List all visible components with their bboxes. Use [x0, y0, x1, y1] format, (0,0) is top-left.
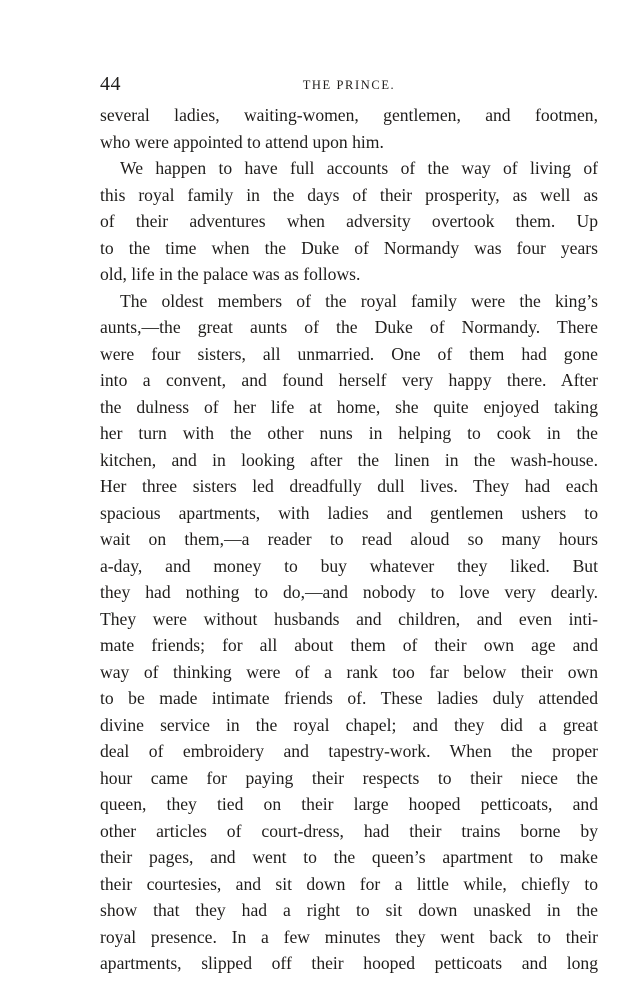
- text-line: a-day, and money to buy whatever they liked. But: [100, 555, 598, 576]
- text-line: queen, they tied on their large hooped petticoats, and: [100, 794, 598, 814]
- text-line: royal presence. In a few minutes they went back to their: [100, 926, 598, 947]
- text-line: her turn with the other nuns in helping to cook in the: [100, 423, 598, 443]
- text-line: kitchen, and in looking after the linen in the wash-house.: [100, 449, 598, 470]
- running-title: THE PRINCE.: [302, 78, 396, 92]
- text-line: way of thinking were of a rank too far below their own: [100, 661, 598, 682]
- running-head: [100, 70, 598, 98]
- text-line: apartments, slipped off their hooped petticoats and long: [100, 953, 598, 973]
- text-line: to be made intimate friends of. These ladies duly attended: [100, 688, 598, 708]
- text-line: to the time when the Duke of Normandy was four years: [100, 237, 598, 258]
- text-line: were four sisters, all unmarried. One of them had gone: [100, 343, 598, 364]
- text-line: several ladies, waiting-women, gentlemen, and footmen,: [100, 105, 598, 125]
- text-line: who were appointed to attend upon him.: [100, 131, 384, 152]
- text-line: aunts,—the great aunts of the Duke of Normandy. There: [100, 317, 598, 337]
- text-line: old, life in the palace was as follows.: [100, 264, 361, 284]
- text-line: hour came for paying their respects to their niece the: [100, 767, 598, 788]
- text-line: their pages, and went to the queen’s apartment to make: [100, 847, 598, 867]
- text-line: They were without husbands and children, and even inti-: [100, 608, 598, 629]
- text-line: The oldest members of the royal family were the king’s: [120, 290, 598, 311]
- text-line: into a convent, and found herself very happy there. After: [100, 370, 598, 390]
- text-line: other articles of court-dress, had their trains borne by: [100, 820, 598, 841]
- text-line: Her three sisters led dreadfully dull lives. They had each: [100, 476, 598, 496]
- text-line: We happen to have full accounts of the way of living of: [120, 158, 598, 178]
- page-number: 44: [100, 73, 121, 95]
- text-line: their courtesies, and sit down for a little while, chiefly to: [100, 873, 598, 894]
- text-line: of their adventures when adversity overtook them. Up: [100, 211, 598, 231]
- body-text: [100, 102, 598, 977]
- text-line: show that they had a right to sit down unasked in the: [100, 900, 598, 920]
- text-line: this royal family in the days of their prosperity, as well as: [100, 184, 598, 205]
- text-line: mate friends; for all about them of their own age and: [100, 635, 598, 655]
- text-line: spacious apartments, with ladies and gentlemen ushers to: [100, 502, 598, 523]
- text-line: divine service in the royal chapel; and they did a great: [100, 714, 598, 735]
- text-line: deal of embroidery and tapestry-work. When the proper: [100, 741, 598, 761]
- text-line: wait on them,—a reader to read aloud so many hours: [100, 529, 598, 549]
- text-line: they had nothing to do,—and nobody to love very dearly.: [100, 582, 598, 602]
- text-line: the dulness of her life at home, she quite enjoyed taking: [100, 396, 598, 417]
